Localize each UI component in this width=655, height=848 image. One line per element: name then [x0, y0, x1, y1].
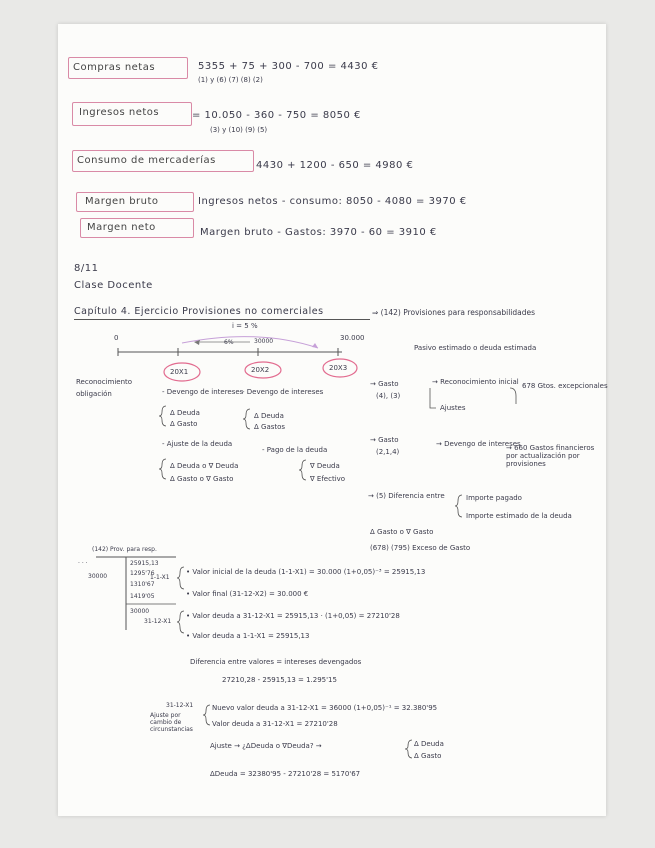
margen-neto-label: Margen neto — [87, 222, 156, 233]
col1-item-4: - Ajuste de la deuda — [162, 440, 233, 448]
adjust-delta-gasto: Δ Gasto — [414, 752, 442, 760]
note-660: → 660 Gastos financieros por actualización por provisiones — [506, 444, 595, 468]
t-row-3: 1310'67 — [130, 581, 155, 588]
year-20x3: 20X3 — [329, 364, 348, 372]
adjust-line2: Valor deuda a 31-12-X1 = 27210'28 — [212, 720, 338, 728]
diff-value: 27210,28 - 25915,13 = 1.295'15 — [222, 676, 337, 684]
note-ajustes: Ajustes — [440, 404, 466, 412]
col1-item-2: Δ Deuda — [170, 409, 200, 417]
note-gasto-delta: Δ Gasto o ∇ Gasto — [370, 528, 434, 536]
adjust-delta-deuda: Δ Deuda — [414, 740, 444, 748]
col2-item-3: Δ Gastos — [254, 423, 286, 431]
timeline-start: 0 — [114, 334, 119, 342]
note-devengo: → Devengo de intereses — [436, 440, 521, 448]
col1-item-1: - Devengo de intereses — [162, 388, 244, 396]
calc2-line2: • Valor deuda a 1-1-X1 = 25915,13 — [186, 632, 310, 640]
class-title: Clase Docente — [74, 280, 153, 291]
col1-item-3: Δ Gasto — [170, 420, 198, 428]
col1-item-6: Δ Gasto o ∇ Gasto — [170, 475, 234, 483]
margen-neto-formula: Margen bruto - Gastos: 3970 - 60 = 3910 € — [200, 227, 437, 238]
compras-netas-refs: (1) y (6) (7) (8) (2) — [198, 76, 263, 84]
col2-item-6: ∇ Efectivo — [310, 475, 346, 483]
calc1-line1: • Valor inicial de la deuda (1-1-X1) = 30.000 (1+0,05)⁻³ = 25915,13 — [186, 568, 426, 576]
year-20x2: 20X2 — [251, 366, 270, 374]
timeline-inner-rate: 6% — [224, 339, 234, 346]
calc1-date: 1-1-X1 — [150, 574, 170, 581]
col2-item-2: Δ Deuda — [254, 412, 284, 420]
note-678: 678 Gtos. excepcionales — [522, 382, 608, 390]
ingresos-netos-formula: = 10.050 - 360 - 750 = 8050 € — [192, 110, 361, 121]
year-20x1: 20X1 — [170, 368, 189, 376]
timeline-rate: i = 5 % — [232, 322, 258, 330]
adjust-note: Ajuste por cambio de circunstancias — [150, 712, 193, 733]
note-importe-pagado: Importe pagado — [466, 494, 522, 502]
calc2-line1: • Valor deuda a 31-12-X1 = 25915,13 · (1+0,05) = 27210'28 — [186, 612, 400, 620]
t-account-header: (142) Prov. para resp. — [92, 546, 157, 553]
adjust-question: Ajuste → ¿ΔDeuda o ∇Deuda? → — [210, 742, 322, 750]
note-gasto-1-refs: (4), (3) — [376, 392, 401, 400]
note-gasto-1: → Gasto — [370, 380, 399, 388]
calc1-line2: • Valor final (31-12-X2) = 30.000 € — [186, 590, 309, 598]
col2-item-5: ∇ Deuda — [310, 462, 340, 470]
ingresos-netos-label: Ingresos netos — [79, 107, 160, 118]
left-label-1: Reconocimiento — [76, 378, 133, 386]
chapter-right-sub: Pasivo estimado o deuda estimada — [414, 344, 537, 352]
chapter-title: Capítulo 4. Ejercicio Provisiones no comerciales — [74, 306, 324, 317]
t-row-1: 25915,13 — [130, 560, 159, 567]
note-gasto-2-refs: (2,1,4) — [376, 448, 400, 456]
adjust-date: 31-12-X1 — [166, 702, 194, 709]
col2-item-4: - Pago de la deuda — [262, 446, 328, 454]
adjust-result: ΔDeuda = 32380'95 - 27210'28 = 5170'67 — [210, 770, 361, 778]
compras-netas-label: Compras netas — [73, 62, 156, 73]
lesson-date: 8/11 — [74, 263, 99, 274]
timeline-inner-amount: 30000 — [254, 338, 274, 345]
margen-bruto-label: Margen bruto — [85, 196, 159, 207]
adjust-line1: Nuevo valor deuda a 31-12-X1 = 36000 (1+0,05)⁻¹ = 32.380'95 — [212, 704, 438, 712]
note-diferencia: → (5) Diferencia entre — [368, 492, 445, 500]
consumo-label: Consumo de mercaderías — [77, 155, 216, 166]
t-account-left-amount: 30000 — [88, 573, 108, 580]
calc2-date: 31-12-X1 — [144, 618, 172, 625]
t-account-dots: · · · — [78, 560, 88, 567]
consumo-formula: 4430 + 1200 - 650 = 4980 € — [256, 160, 414, 171]
left-label-2: obligación — [76, 390, 112, 398]
diff-title: Diferencia entre valores = intereses devengados — [190, 658, 362, 666]
note-importe-estimado: Importe estimado de la deuda — [466, 512, 572, 520]
col1-item-5: Δ Deuda o ∇ Deuda — [170, 462, 239, 470]
ingresos-netos-refs: (3) y (10) (9) (5) — [210, 126, 268, 134]
note-exceso: (678) (795) Exceso de Gasto — [370, 544, 471, 552]
chapter-right-note: ⇒ (142) Provisiones para responsabilidades — [372, 308, 535, 317]
margen-bruto-formula: Ingresos netos - consumo: 8050 - 4080 = 3970 € — [198, 196, 467, 207]
compras-netas-formula: 5355 + 75 + 300 - 700 = 4430 € — [198, 61, 379, 72]
col2-item-1: - Devengo de intereses — [242, 388, 324, 396]
timeline-end-amount: 30.000 — [340, 334, 365, 342]
note-gasto-2: → Gasto — [370, 436, 399, 444]
t-row-4: 1419'05 — [130, 593, 155, 600]
t-row-5: 30000 — [130, 608, 150, 615]
t-row-2: 1295'76 — [130, 570, 155, 577]
note-reconocimiento: → Reconocimiento inicial — [432, 378, 519, 386]
